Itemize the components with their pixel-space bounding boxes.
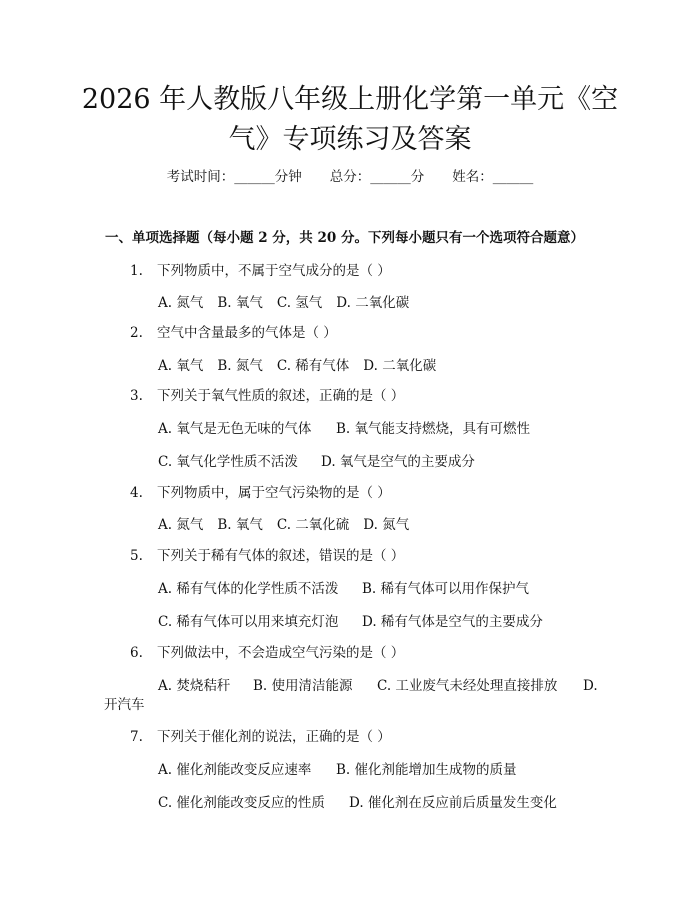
- student-name-field: 姓名：______: [452, 169, 534, 185]
- document-title-line-2: 气》专项练习及答案: [228, 124, 472, 155]
- option-b: B. 稀有气体可以用作保护气: [362, 581, 530, 597]
- question-number: 3.: [130, 388, 143, 404]
- option-d: D. 氧气是空气的主要成分: [321, 454, 475, 470]
- question-2-options: [158, 357, 450, 375]
- question-6-option-d-wrap: 开汽车: [104, 697, 145, 713]
- option-d: D. 催化剂在反应前后质量发生变化: [349, 795, 557, 811]
- question-number: 2.: [130, 325, 143, 341]
- option-c: C. 二氧化硫: [276, 517, 350, 533]
- option-c: C. 稀有气体: [276, 358, 350, 374]
- document-title-line-1: 2026 年人教版八年级上册化学第一单元《空: [81, 84, 619, 115]
- option-a: A. 稀有气体的化学性质不活泼: [158, 581, 339, 597]
- option-a: A. 氮气: [158, 517, 204, 533]
- option-d: D. 稀有气体是空气的主要成分: [362, 614, 543, 630]
- option-c: C. 工业废气未经处理直接排放: [377, 678, 558, 694]
- option-b: B. 氧气: [217, 517, 263, 533]
- option-a: A. 氧气: [158, 358, 204, 374]
- option-d: D. 氮气: [363, 517, 410, 533]
- question-text: 下列物质中，属于空气污染物的是（ ）: [157, 485, 391, 501]
- option-d: D. 二氧化碳: [363, 358, 437, 374]
- total-score-field: 总分：______分: [329, 169, 425, 185]
- option-b: B. 使用清洁能源: [253, 678, 353, 694]
- section-heading: 一、单项选择题（每小题 2 分，共 20 分。下列每小题只有一个选项符合题意）: [105, 230, 584, 246]
- option-d: D.: [583, 678, 598, 694]
- question-number: 5.: [130, 548, 143, 564]
- exam-info: [0, 168, 700, 186]
- option-d: D. 二氧化碳: [336, 295, 410, 311]
- question-number: 7.: [130, 729, 143, 745]
- question-text: 下列做法中，不会造成空气污染的是（ ）: [157, 645, 405, 661]
- option-a: A. 氮气: [158, 295, 204, 311]
- question-text: 下列关于催化剂的说法，正确的是（ ）: [157, 729, 391, 745]
- option-b: B. 催化剂能增加生成物的质量: [336, 762, 517, 778]
- question-number: 6.: [130, 645, 143, 661]
- option-c: C. 氢气: [276, 295, 323, 311]
- question-number: 1.: [130, 263, 143, 279]
- question-4-options: [158, 516, 423, 534]
- option-a: A. 催化剂能改变反应速率: [158, 762, 312, 778]
- option-b: B. 氧气: [217, 295, 263, 311]
- option-a: A. 氧气是无色无味的气体: [158, 421, 312, 437]
- question-text: 空气中含量最多的气体是（ ）: [157, 325, 337, 341]
- question-text: 下列关于氧气性质的叙述，正确的是（ ）: [157, 388, 405, 404]
- question-text: 下列物质中，不属于空气成分的是（ ）: [157, 263, 391, 279]
- question-text: 下列关于稀有气体的叙述，错误的是（ ）: [157, 548, 405, 564]
- option-a: A. 焚烧秸秆: [158, 678, 231, 694]
- option-b: B. 氮气: [217, 358, 263, 374]
- exam-time-field: 考试时间：______分钟: [166, 169, 302, 185]
- question-number: 4.: [130, 485, 143, 501]
- question-1-options: [158, 294, 423, 312]
- option-c: C. 氧气化学性质不活泼: [158, 454, 298, 470]
- option-b: B. 氧气能支持燃烧，具有可燃性: [336, 421, 531, 437]
- option-c: C. 催化剂能改变反应的性质: [158, 795, 325, 811]
- option-c: C. 稀有气体可以用来填充灯泡: [158, 614, 339, 630]
